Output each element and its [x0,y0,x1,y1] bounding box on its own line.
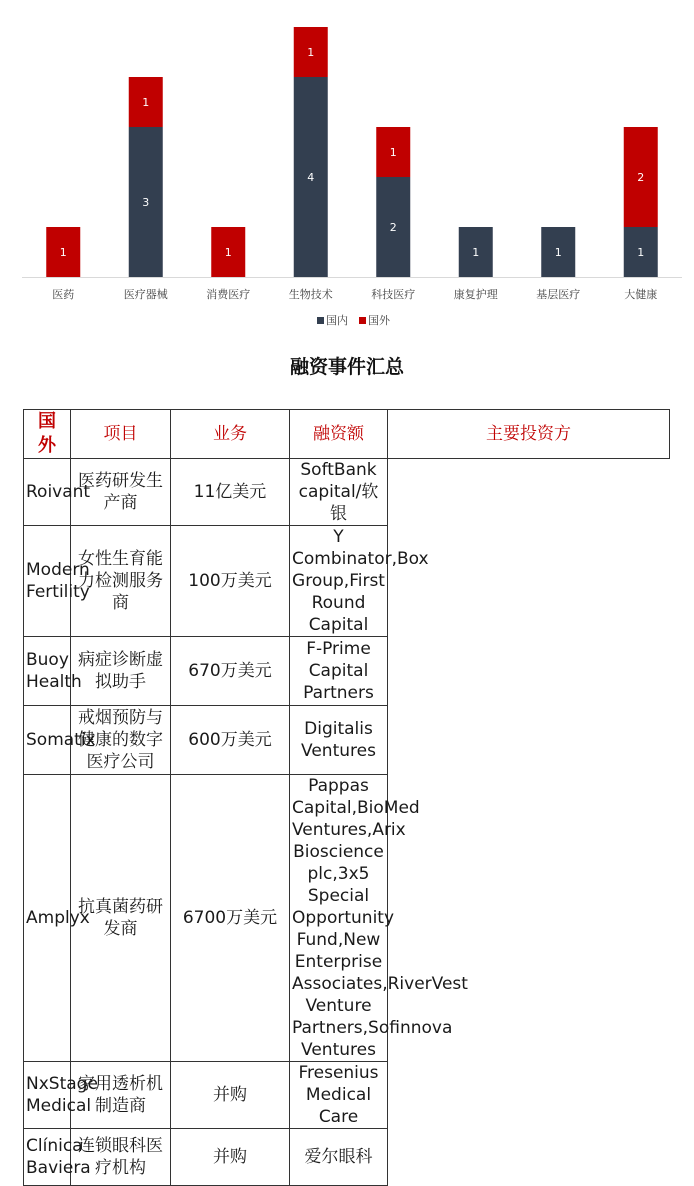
table-row [24,637,670,706]
legend-swatch-foreign [359,317,366,324]
cell-investors: Digitalis Ventures [290,706,388,775]
cell-project: NxStage Medical [24,1062,71,1129]
cell-investors: Fresenius Medical Care [290,1062,388,1129]
header-business: 业务 [171,410,290,459]
cell-project: Somatix [24,706,71,775]
data-label: 4 [307,171,315,184]
legend-swatch-domestic [317,317,324,324]
header-investors: 主要投资方 [388,410,670,459]
cell-project: Roivant [24,459,71,526]
x-tick-label: 医药 [52,288,75,301]
data-label: 1 [554,246,562,259]
table-header-row [24,410,670,459]
cell-business: 女性生育能力检测服务商 [71,526,171,637]
data-label: 1 [389,146,397,159]
group-label-char: 国 [38,411,56,432]
data-label: 1 [472,246,480,259]
x-tick-label: 生物技术 [288,288,333,301]
legend-label-domestic: 国内 [326,314,348,327]
data-label: 1 [637,246,645,259]
chart-canvas [0,0,694,335]
cell-amount: 600万美元 [171,706,290,775]
cell-project: Modern Fertility [24,526,71,637]
cell-amount: 并购 [171,1129,290,1186]
data-label: 1 [307,46,315,59]
cell-amount: 6700万美元 [171,775,290,1062]
cell-amount: 并购 [171,1062,290,1129]
data-label: 3 [142,196,150,209]
data-label: 2 [637,171,645,184]
cell-business: 家用透析机制造商 [71,1062,171,1129]
cell-amount: 100万美元 [171,526,290,637]
cell-business: 抗真菌药研发商 [71,775,171,1062]
stacked-bar-chart [0,0,694,335]
cell-amount: 670万美元 [171,637,290,706]
group-label-foreign [24,410,71,459]
table-row [24,706,670,775]
cell-investors: 爱尔眼科 [290,1129,388,1186]
cell-business: 连锁眼科医疗机构 [71,1129,171,1186]
legend-label-foreign: 国外 [368,314,390,327]
cell-business: 戒烟预防与健康的数字医疗公司 [71,706,171,775]
cell-business: 医药研发生产商 [71,459,171,526]
x-tick-label: 大健康 [624,288,658,301]
cell-investors: Y Combinator,Box Group,First Round Capital [290,526,388,637]
x-tick-label: 医疗器械 [123,288,168,301]
cell-investors: SoftBank capital/软银 [290,459,388,526]
group-label-char: 外 [38,435,56,456]
table-row [24,775,670,1062]
data-label: 1 [59,246,67,259]
cell-investors: Pappas Capital,BioMed Ventures,Arix Bioscience plc,3x5 Special Opportunity Fund,New Enterprise Associates,RiverVest Venture Partners,Sofinnova Ventures [290,775,388,1062]
data-label: 1 [142,96,150,109]
x-tick-label: 科技医疗 [371,288,416,301]
cell-project: Amplyx [24,775,71,1062]
section-title: 融资事件汇总 [289,356,404,378]
cell-amount: 11亿美元 [171,459,290,526]
table-row [24,526,670,637]
data-label: 2 [389,221,397,234]
header-amount: 融资额 [290,410,388,459]
x-tick-label: 康复护理 [453,288,498,301]
x-tick-label: 基层医疗 [536,288,581,301]
cell-business: 病症诊断虚拟助手 [71,637,171,706]
cell-project: Clínica Baviera [24,1129,71,1186]
table-row [24,459,670,526]
cell-investors: F-Prime Capital Partners [290,637,388,706]
x-tick-label: 消费医疗 [206,288,251,301]
table-row [24,1129,670,1186]
cell-project: Buoy Health [24,637,71,706]
financing-events-table [23,409,670,1186]
header-project: 项目 [71,410,171,459]
data-label: 1 [224,246,232,259]
table-row [24,1062,670,1129]
